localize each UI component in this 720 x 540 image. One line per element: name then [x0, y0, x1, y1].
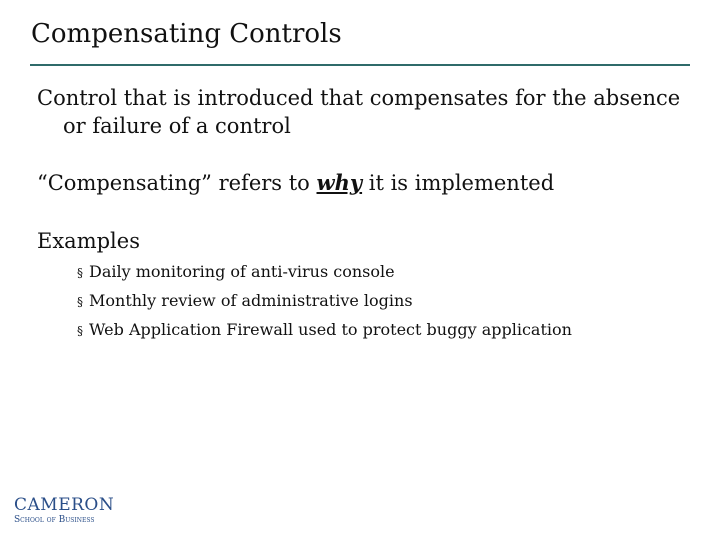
- cameron-logo: [14, 497, 114, 531]
- bullet-compensating-meaning-emphasis: why: [316, 170, 363, 195]
- list-item: [77, 287, 572, 316]
- example-text: Daily monitoring of anti-virus console: [89, 262, 395, 281]
- bullet-control-definition-line-2: or failure of a control: [63, 114, 291, 138]
- section-sign-bullet-icon: §: [77, 266, 83, 280]
- section-sign-bullet-icon: §: [77, 295, 83, 309]
- bullet-compensating-meaning-after: it is implemented: [362, 171, 555, 195]
- bullet-compensating-meaning-before: “Compensating” refers to: [37, 171, 317, 195]
- logo-wordmark: CAMERON: [14, 495, 115, 515]
- list-item: [77, 258, 572, 287]
- examples-list: [77, 258, 572, 345]
- list-item: [77, 316, 572, 345]
- example-text: Web Application Firewall used to protect buggy application: [89, 320, 572, 339]
- example-text: Monthly review of administrative logins: [89, 291, 413, 310]
- bullet-control-definition-line-1: Control that is introduced that compensates for the absence: [37, 86, 681, 110]
- bullet-examples-heading: Examples: [37, 229, 140, 253]
- title-divider: [30, 64, 690, 66]
- slide-title: Compensating Controls: [31, 19, 342, 49]
- section-sign-bullet-icon: §: [77, 324, 83, 338]
- logo-subtitle: School of Business: [14, 515, 95, 525]
- bullet-control-definition: [37, 84, 681, 140]
- bullet-compensating-meaning: [37, 168, 554, 198]
